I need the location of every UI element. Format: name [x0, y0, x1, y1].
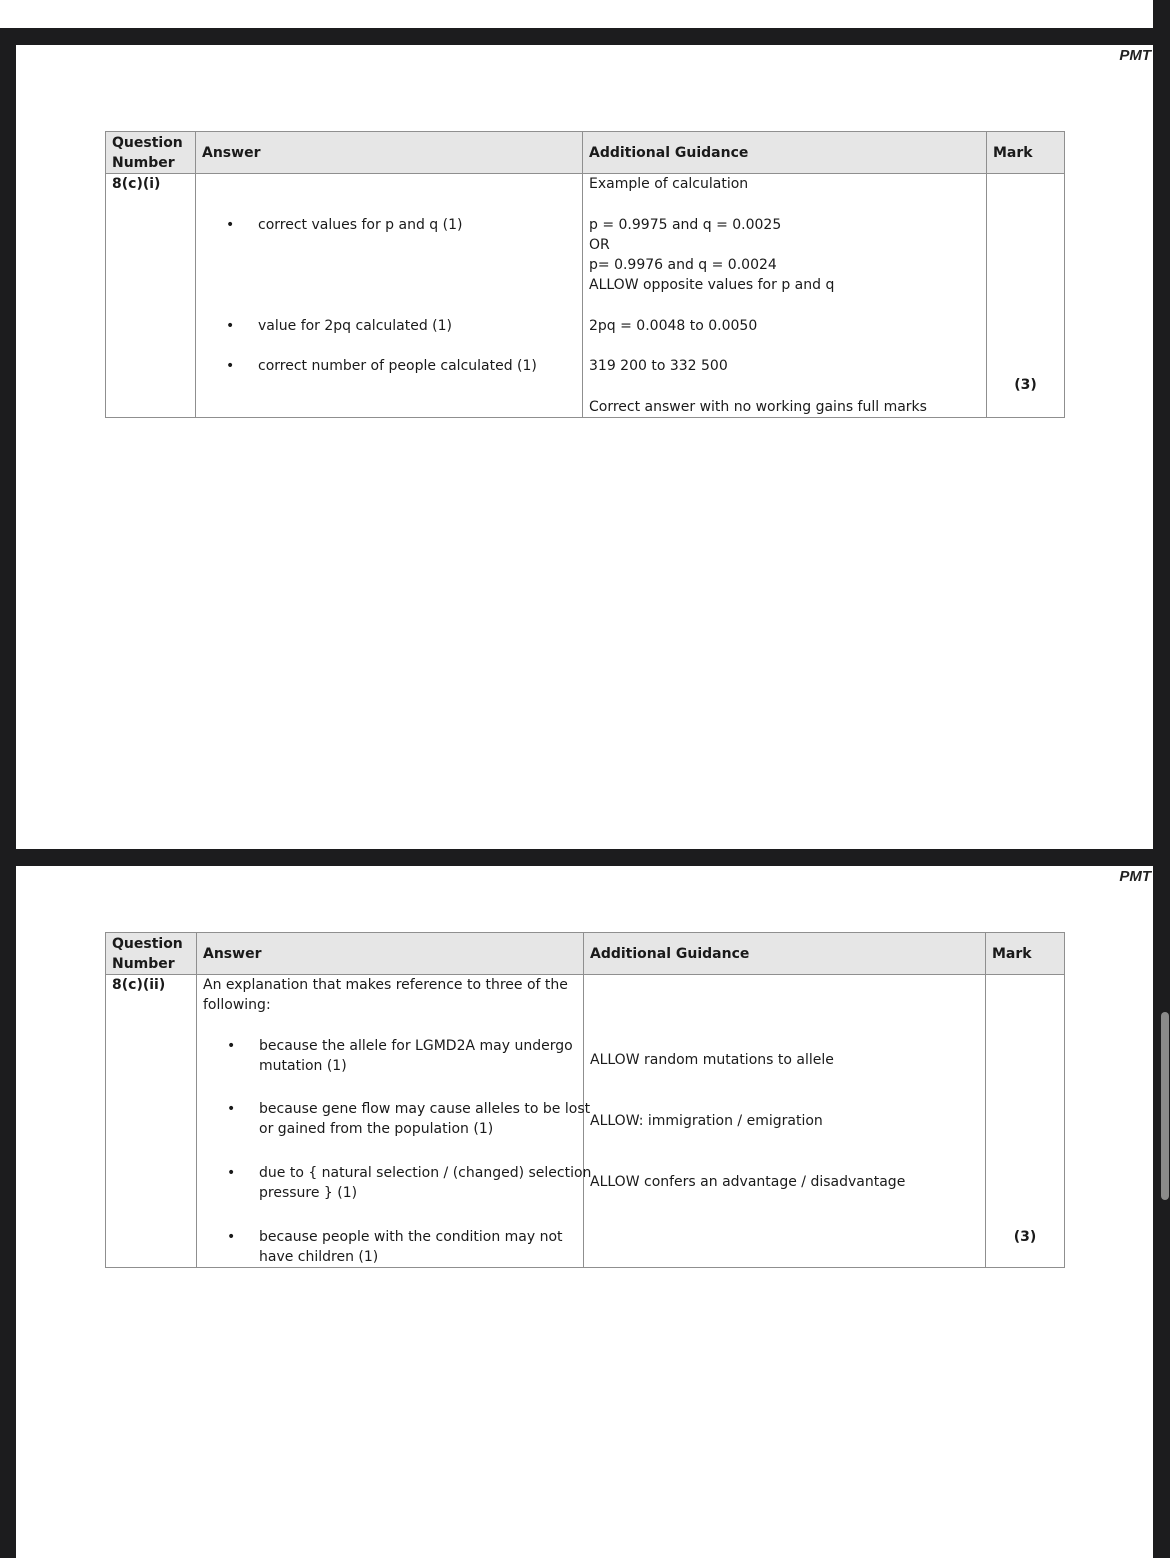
scrollbar-thumb[interactable]	[1161, 1012, 1169, 1200]
answer-cell	[196, 174, 583, 418]
answer-bullet-text: have children (1)	[259, 1249, 379, 1265]
answer-intro-line: following:	[203, 997, 271, 1013]
answer-bullet-text: because gene flow may cause alleles to be lost	[259, 1101, 591, 1117]
answer-bullet-text: mutation (1)	[259, 1058, 347, 1074]
answer-bullet	[227, 1227, 577, 1267]
bullet-icon: •	[227, 1101, 236, 1117]
guidance-line: ALLOW confers an advantage / disadvantage	[590, 1174, 906, 1190]
previous-page-bottom	[0, 0, 1153, 28]
header-number-label: Number	[112, 154, 175, 171]
answer-bullet	[227, 1036, 577, 1099]
table-row	[106, 174, 1065, 418]
guidance-line: 2pq = 0.0048 to 0.0050	[589, 318, 758, 334]
guidance-line: ALLOW opposite values for p and q	[589, 277, 835, 293]
header-guidance: Additional Guidance	[583, 132, 987, 174]
page-1	[16, 45, 1153, 849]
bullet-icon: •	[227, 1038, 236, 1054]
answer-intro-line: An explanation that makes reference to three of the	[203, 977, 568, 993]
answer-bullet-text: because people with the condition may not	[259, 1229, 563, 1245]
header-guidance: Additional Guidance	[584, 933, 986, 975]
answer-bullet-text: or gained from the population (1)	[259, 1121, 494, 1137]
bullet-icon: •	[226, 217, 235, 233]
answer-bullet	[227, 1163, 592, 1227]
guidance-line: Example of calculation	[589, 176, 749, 192]
answer-bullet	[226, 316, 576, 356]
answer-bullet-text: because the allele for LGMD2A may undergo	[259, 1038, 573, 1054]
mark-value: (3)	[1014, 377, 1037, 393]
answer-bullet	[226, 215, 576, 316]
header-answer: Answer	[197, 933, 584, 975]
answer-cell	[197, 975, 592, 1268]
header-question-number	[106, 933, 197, 975]
bullet-icon: •	[226, 318, 235, 334]
header-number-label: Number	[112, 955, 175, 972]
header-mark: Mark	[987, 132, 1065, 174]
mark-cell	[987, 174, 1065, 418]
guidance-line: ALLOW random mutations to allele	[590, 1052, 834, 1068]
bullet-icon: •	[226, 358, 235, 374]
guidance-line: ALLOW: immigration / emigration	[590, 1113, 823, 1129]
answer-bullet-text: correct values for p and q (1)	[258, 217, 463, 233]
guidance-cell	[584, 975, 986, 1268]
table-header-row	[106, 132, 1065, 174]
watermark: PMT	[1119, 868, 1151, 885]
table-row	[106, 975, 1065, 1268]
mark-scheme-table-8cii	[105, 932, 1065, 1268]
guidance-line: OR	[589, 237, 610, 253]
guidance-line: Correct answer with no working gains full marks	[589, 399, 927, 415]
answer-bullet-text: correct number of people calculated (1)	[258, 358, 537, 374]
guidance-line: p= 0.9976 and q = 0.0024	[589, 257, 777, 273]
answer-bullet-text: pressure } (1)	[259, 1185, 358, 1201]
scrollbar-track[interactable]	[1153, 0, 1170, 1558]
header-answer: Answer	[196, 132, 583, 174]
mark-value: (3)	[1013, 1229, 1037, 1245]
mark-cell	[986, 975, 1065, 1268]
table-header-row	[106, 933, 1065, 975]
guidance-cell	[583, 174, 987, 418]
watermark: PMT	[1119, 47, 1151, 64]
header-question-label: Question	[112, 935, 183, 952]
answer-bullet	[226, 356, 576, 416]
header-question-label: Question	[112, 134, 183, 151]
guidance-line: 319 200 to 332 500	[589, 358, 728, 374]
guidance-line: p = 0.9975 and q = 0.0025	[589, 217, 782, 233]
bullet-icon: •	[227, 1165, 236, 1181]
header-question-number	[106, 132, 196, 174]
question-number-cell: 8(c)(i)	[106, 174, 196, 418]
answer-bullet-text: value for 2pq calculated (1)	[258, 318, 452, 334]
question-number-cell: 8(c)(ii)	[106, 975, 197, 1268]
bullet-icon: •	[227, 1229, 236, 1245]
mark-scheme-table-8ci	[105, 131, 1065, 418]
answer-bullet	[227, 1099, 591, 1163]
page-2	[16, 866, 1153, 1558]
header-mark: Mark	[986, 933, 1065, 975]
answer-bullet-text: due to { natural selection / (changed) selection	[259, 1165, 592, 1181]
